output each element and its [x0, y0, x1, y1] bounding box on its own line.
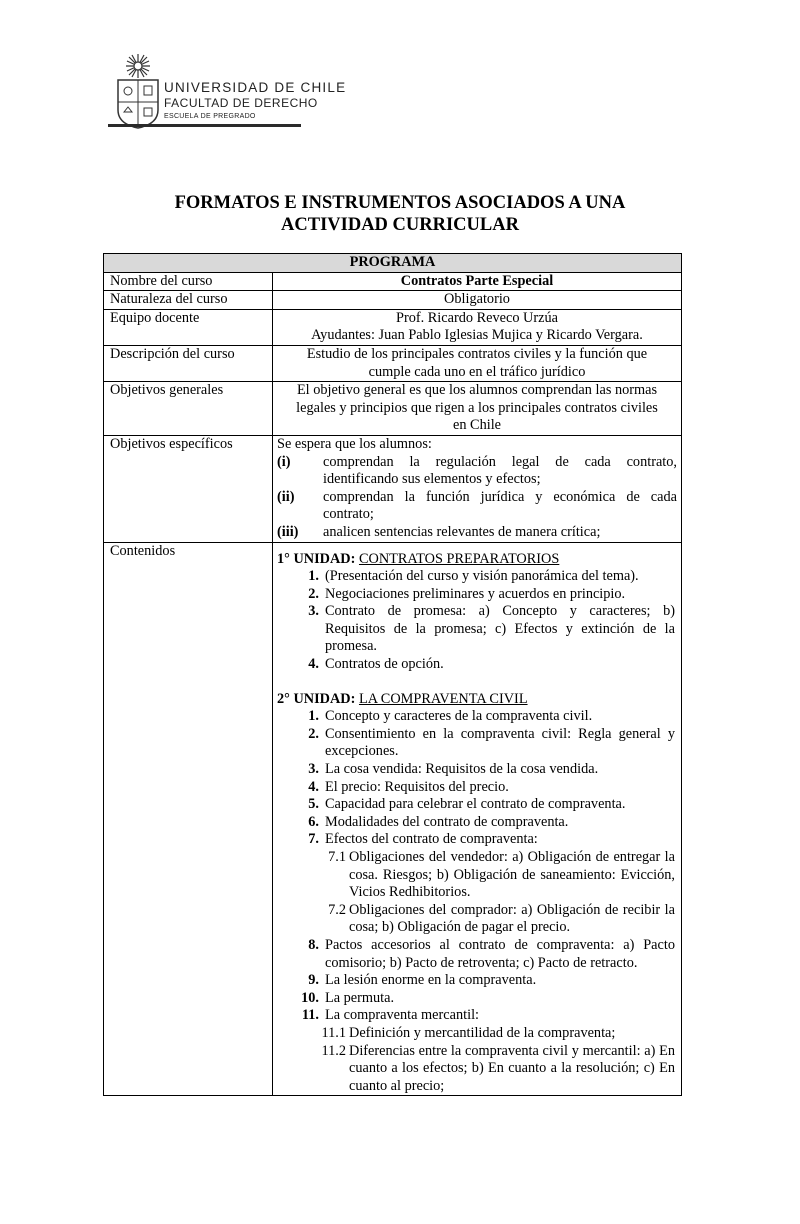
general-objectives-value: El objetivo general es que los alumnos comprendan las normas legales y principios que rigen a los principales contratos civiles en Chile: [273, 382, 682, 436]
description-value: Estudio de los principales contratos civiles y la función que cumple cada uno en el tráfico jurídico: [273, 345, 682, 381]
unit1-name: CONTRATOS PREPARATORIOS: [358, 550, 560, 567]
list-item: 9. La lesión enorme en la compraventa.: [308, 972, 537, 989]
list-item: [277, 454, 677, 489]
table-header-row: [104, 254, 682, 273]
table-row: [104, 291, 682, 310]
general-objectives-label: Objetivos generales: [104, 382, 273, 436]
description-label: Descripción del curso: [104, 345, 273, 381]
list-item: [277, 489, 677, 524]
sub-list-item: 7.2 Obligaciones del comprador: a) Obligación de recibir la cosa; b) Obligación de pagar el precio.: [328, 901, 675, 936]
list-item: 1. (Presentación del curso y visión panorámica del tema).: [308, 568, 639, 585]
program-header: PROGRAMA: [104, 254, 682, 273]
course-name-label: Nombre del curso: [104, 272, 273, 291]
list-item: 5. Capacidad para celebrar el contrato de compraventa.: [308, 796, 626, 813]
contents-label: Contenidos: [104, 542, 273, 1096]
table-row: [104, 542, 682, 1096]
team-professor: Prof. Ricardo Reveco Urzúa: [396, 309, 558, 326]
table-row: [104, 272, 682, 291]
list-item: 3. La cosa vendida: Requisitos de la cosa vendida.: [308, 761, 599, 778]
school-name: ESCUELA DE PREGRADO: [164, 113, 256, 120]
faculty-name: FACULTAD DE DERECHO: [164, 96, 318, 110]
item-text: comprendan la función jurídica y económica de cada contrato;: [323, 488, 677, 523]
table-row: [104, 382, 682, 436]
specific-objectives-value: [273, 435, 682, 542]
sub-list-item: 11.2 Diferencias entre la compraventa civil y mercantil: a) En cuanto a los efectos; b) En cuanto a la resolución; c) En cuanto al precio;: [321, 1042, 675, 1094]
item-text: comprendan la regulación legal de cada contrato, identificando sus elementos y efectos;: [323, 453, 677, 488]
team-label: Equipo docente: [104, 309, 273, 345]
logo-divider: [108, 124, 301, 127]
sub-list-item: 11.1 Definición y mercantilidad de la compraventa;: [321, 1024, 616, 1041]
unit2-heading: [277, 691, 675, 709]
list-item: 7. Efectos del contrato de compraventa:: [308, 831, 538, 848]
sub-list-item: 7.1 Obligaciones del vendedor: a) Obligación de entregar la cosa. Riesgos; b) Obligación de saneamiento: Evicción, Vicios Redhibitorios.: [328, 849, 675, 901]
item-text: analicen sentencias relevantes de manera crítica;: [323, 523, 601, 540]
nature-value: Obligatorio: [273, 291, 682, 310]
table-row: [104, 309, 682, 345]
specific-objectives-label: Objetivos específicos: [104, 435, 273, 542]
item-number: (ii): [277, 488, 295, 505]
item-number: (iii): [277, 523, 299, 540]
list-item: 2. Negociaciones preliminares y acuerdos en principio.: [308, 585, 626, 602]
list-item: 10. La permuta.: [301, 989, 395, 1006]
list-item: 11. La compraventa mercantil:: [301, 1007, 480, 1024]
table-row: [104, 345, 682, 381]
logo-text: [164, 80, 346, 123]
item-number: (i): [277, 453, 291, 470]
page-title: FORMATOS E INSTRUMENTOS ASOCIADOS A UNA ACTIVIDAD CURRICULAR: [174, 193, 626, 235]
unit2-prefix: 2° UNIDAD:: [277, 690, 356, 707]
list-item: 1. Concepto y caracteres de la compraventa civil.: [308, 708, 593, 725]
university-seal-icon: [108, 52, 168, 132]
list-item: 4. El precio: Requisitos del precio.: [308, 778, 509, 795]
list-item: 2. Consentimiento en la compraventa civil: Regla general y excepciones.: [308, 725, 675, 760]
nature-label: Naturaleza del curso: [104, 291, 273, 310]
specific-intro: Se espera que los alumnos:: [277, 435, 432, 452]
unit1-prefix: 1° UNIDAD:: [277, 550, 356, 567]
table-row: [104, 435, 682, 542]
course-name: Contratos Parte Especial: [273, 272, 682, 291]
university-name: UNIVERSIDAD DE CHILE: [164, 80, 347, 95]
unit2-name: LA COMPRAVENTA CIVIL: [358, 690, 528, 707]
unit1-heading: [277, 551, 675, 569]
team-value: [273, 309, 682, 345]
program-table: [103, 253, 682, 1096]
contents-value: [273, 542, 682, 1096]
list-item: 6. Modalidades del contrato de compraventa.: [308, 813, 569, 830]
list-item: 4. Contratos de opción.: [308, 656, 444, 673]
team-assistants: Ayudantes: Juan Pablo Iglesias Mujica y Ricardo Vergara.: [311, 327, 643, 344]
list-item: [277, 524, 677, 542]
list-item: 8. Pactos accesorios al contrato de compraventa: a) Pacto comisorio; b) Pacto de retroventa; c) Pacto de retracto.: [308, 936, 675, 971]
list-item: 3. Contrato de promesa: a) Concepto y caracteres; b) Requisitos de la promesa; c) Efectos y extinción de la promesa.: [308, 603, 675, 655]
